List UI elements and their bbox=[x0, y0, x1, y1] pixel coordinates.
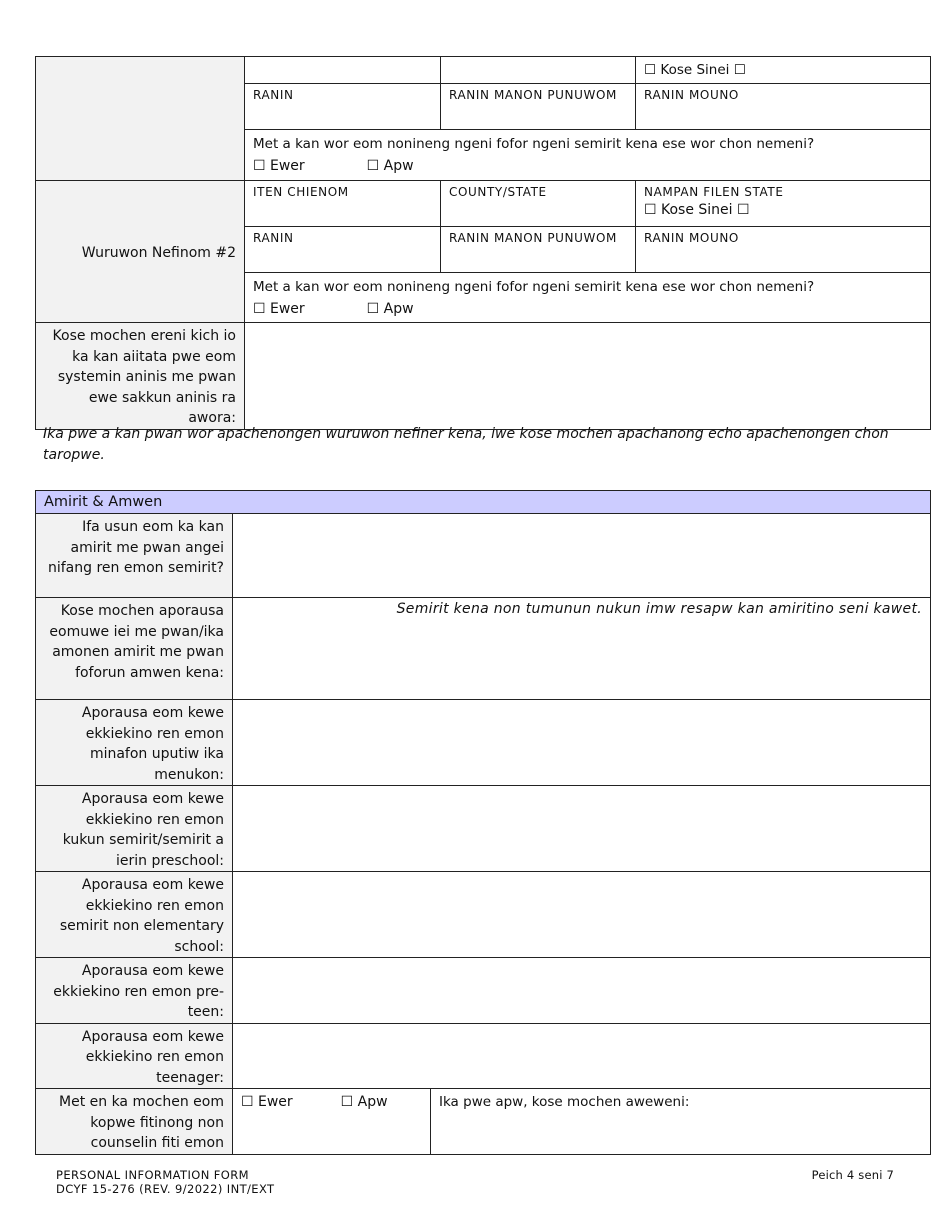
counseling-no-checkbox[interactable]: ☐ Apw bbox=[340, 1094, 388, 1110]
infant-experience-label: Aporausa eom kewe ekkiekino ren emon minafon uputiw ika menukon: bbox=[36, 700, 233, 786]
person2-state-unknown-checkbox[interactable]: ☐ Kose Sinei ☐ bbox=[644, 202, 750, 218]
person1-yes-checkbox[interactable]: ☐ Ewer bbox=[253, 158, 305, 174]
infant-experience-field[interactable] bbox=[233, 700, 931, 786]
page-number: Peich 4 seni 7 bbox=[811, 1168, 894, 1182]
person1-field-blank-2[interactable] bbox=[441, 57, 636, 84]
person1-last-name-field[interactable]: RANIN MOUNO bbox=[636, 84, 931, 130]
discipline-methods-field[interactable] bbox=[233, 598, 931, 700]
person2-birthplace-field[interactable]: ITEN CHIENOM bbox=[245, 181, 441, 227]
support-system-label: Kose mochen ereni kich io ka kan aiitata pwe eom systemin aninis me pwan ewe sakkun aninis ra awora: bbox=[36, 323, 245, 430]
person1-middle-name-field[interactable]: RANIN MANON PUNUWOM bbox=[441, 84, 636, 130]
discipline-methods-label: Kose mochen aporausa eomuwe iei me pwan/ika amonen amirit me pwan foforun amwen kena: bbox=[36, 598, 233, 700]
form-number: DCYF 15-276 (REV. 9/2022) INT/EXT bbox=[56, 1182, 275, 1196]
preteen-experience-field[interactable] bbox=[233, 958, 931, 1024]
person2-no-checkbox[interactable]: ☐ Apw bbox=[366, 301, 414, 317]
person1-state-unknown-checkbox[interactable]: ☐ Kose Sinei ☐ bbox=[636, 57, 931, 84]
teenager-experience-field[interactable] bbox=[233, 1023, 931, 1089]
discipline-question-label: Ifa usun eom ka kan amirit me pwan angei nifang ren emon semirit? bbox=[36, 514, 233, 598]
counseling-explain-field[interactable]: Ika pwe apw, kose mochen aweweni: bbox=[431, 1089, 931, 1155]
preschool-experience-label: Aporausa eom kewe ekkiekino ren emon kukun semirit/semirit a ierin preschool: bbox=[36, 786, 233, 872]
person1-label-cell bbox=[36, 57, 245, 181]
person2-last-name-field[interactable]: RANIN MOUNO bbox=[636, 227, 931, 273]
counseling-checkbox-cell bbox=[233, 1089, 431, 1155]
teenager-experience-label: Aporausa eom kewe ekkiekino ren emon teenager: bbox=[36, 1023, 233, 1089]
form-title: PERSONAL INFORMATION FORM bbox=[56, 1168, 249, 1182]
person2-first-name-field[interactable]: RANIN bbox=[245, 227, 441, 273]
person1-no-checkbox[interactable]: ☐ Apw bbox=[366, 158, 414, 174]
preteen-experience-label: Aporausa eom kewe ekkiekino ren emon pre-teen: bbox=[36, 958, 233, 1024]
foster-care-note: Semirit kena non tumunun nukun imw resapw kan amiritino seni kawet. bbox=[396, 601, 923, 617]
support-system-field[interactable] bbox=[245, 323, 931, 430]
person2-middle-name-field[interactable]: RANIN MANON PUNUWOM bbox=[441, 227, 636, 273]
person2-county-state-field[interactable]: COUNTY/STATE bbox=[441, 181, 636, 227]
person2-label: Wuruwon Nefinom #2 bbox=[36, 181, 245, 323]
person2-consent-question: Met a kan wor eom nonineng ngeni fofor ngeni semirit kena ese wor chon nemeni? ☐ Ewer ☐ Apw bbox=[245, 273, 931, 323]
person1-field-blank-1[interactable] bbox=[245, 57, 441, 84]
form-footer bbox=[56, 1168, 274, 1196]
person-info-table bbox=[35, 56, 931, 430]
person2-yes-checkbox[interactable]: ☐ Ewer bbox=[253, 301, 305, 317]
person1-consent-question: Met a kan wor eom nonineng ngeni fofor ngeni semirit kena ese wor chon nemeni? ☐ Ewer ☐ Apw bbox=[245, 130, 931, 181]
counseling-question-label: Met en ka mochen eom kopwe fitinong non counselin fiti emon bbox=[36, 1089, 233, 1155]
elementary-experience-field[interactable] bbox=[233, 872, 931, 958]
discipline-answer-field[interactable] bbox=[233, 514, 931, 598]
person2-state-id-field[interactable]: NAMPAN FILEN STATE ☐ Kose Sinei ☐ bbox=[636, 181, 931, 227]
elementary-experience-label: Aporausa eom kewe ekkiekino ren emon semirit non elementary school: bbox=[36, 872, 233, 958]
additional-persons-note: Ika pwe a kan pwan wor apachenongen wuruwon nefiner kena, iwe kose mochen apachanong echo apachenongen chon taropwe. bbox=[43, 426, 889, 463]
section-header: Amirit & Amwen bbox=[36, 491, 931, 514]
person1-first-name-field[interactable]: RANIN bbox=[245, 84, 441, 130]
preschool-experience-field[interactable] bbox=[233, 786, 931, 872]
discipline-table bbox=[35, 490, 931, 1155]
counseling-yes-checkbox[interactable]: ☐ Ewer bbox=[241, 1094, 293, 1110]
